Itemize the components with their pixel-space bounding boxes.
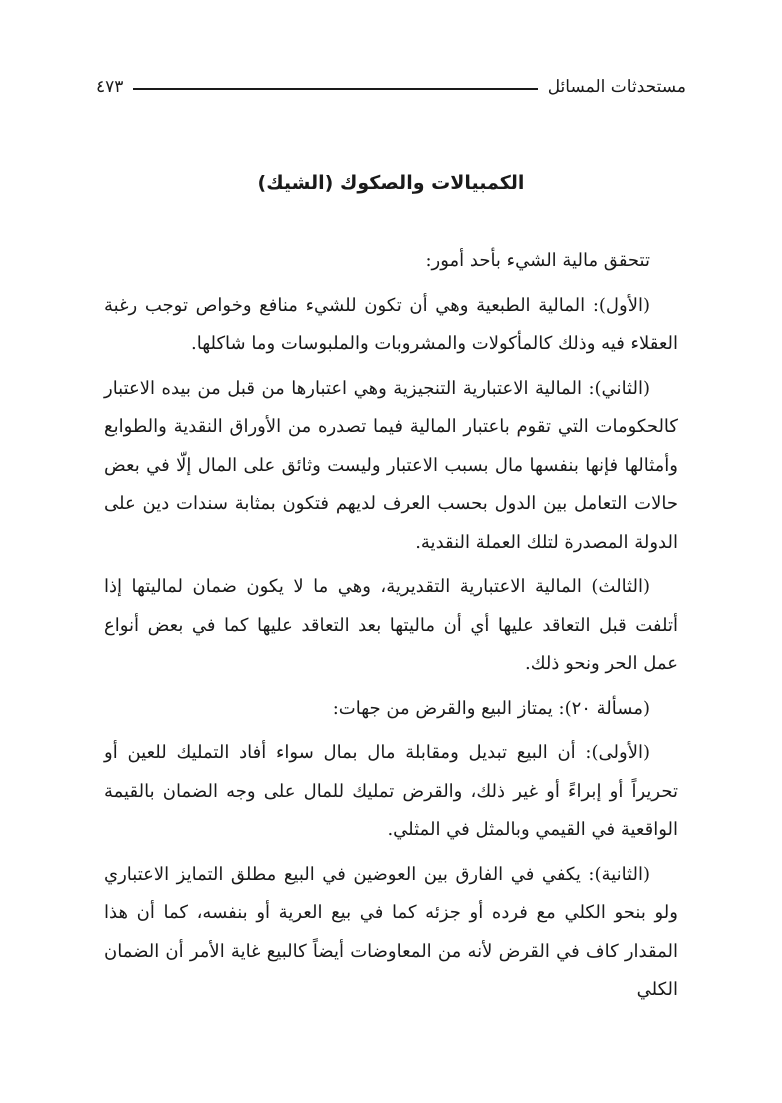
paragraph: (مسألة ٢٠): يمتاز البيع والقرض من جهات: (332, 697, 650, 719)
body-text (104, 242, 678, 1016)
header-rule (133, 88, 537, 90)
paragraph: تتحقق مالية الشيء بأحد أمور: (425, 250, 650, 271)
page-header (96, 70, 686, 104)
section-title: الكمبيالات والصكوك (الشيك) (257, 172, 525, 194)
paragraph: (الأولى): أن البيع تبديل ومقابلة مال بمال سواء أفاد التمليك للعين أو تحريراً أو إبراءً أو غير ذلك، والقرض تمليك للمال على وجه الضمان بالقيمة الواقعية في القيمي وبالمثل في المثلي. (104, 742, 678, 840)
running-title: مستحدثات المسائل (547, 77, 686, 97)
paragraph: (الثانية): يكفي في الفارق بين العوضين في البيع مطلق التمايز الاعتباري ولو بنحو الكلي مع فرده أو جزئه كما في بيع العرية أو بنفسه، كما أن هذا المقدار كاف في القرض لأنه من المعاوضات أيضاً كالبيع غاية الأمر أن الضمان الكلي (104, 863, 678, 1000)
paragraph: (الثاني): المالية الاعتبارية التنجيزية وهي اعتبارها من قبل من بيده الاعتبار كالحكومات التي تقوم باعتبار المالية فيما تصدره من الأوراق النقدية والطوابع وأمثالها فإنها بنفسها مال بسبب الاعتبار وليست وثائق على المال إلّا في بعض حالات التعامل بين الدول بحسب العرف لديهم فتكون بمثابة سندات دين على الدولة المصدرة لتلك العملة النقدية. (104, 377, 678, 553)
page-number: ٤٧٣ (96, 77, 124, 97)
paragraph: (الثالث) المالية الاعتبارية التقديرية، وهي ما لا يكون ضمان لماليتها إذا أتلفت قبل التعاقد عليها أي أن ماليتها بعد التعاقد عليها كما في بعض أنواع عمل الحر ونحو ذلك. (104, 576, 678, 674)
paragraph: (الأول): المالية الطبعية وهي أن تكون للشيء منافع وخواص توجب رغبة العقلاء فيه وذلك كالمأكولات والمشروبات والملبوسات وما شاكلها. (104, 294, 678, 354)
